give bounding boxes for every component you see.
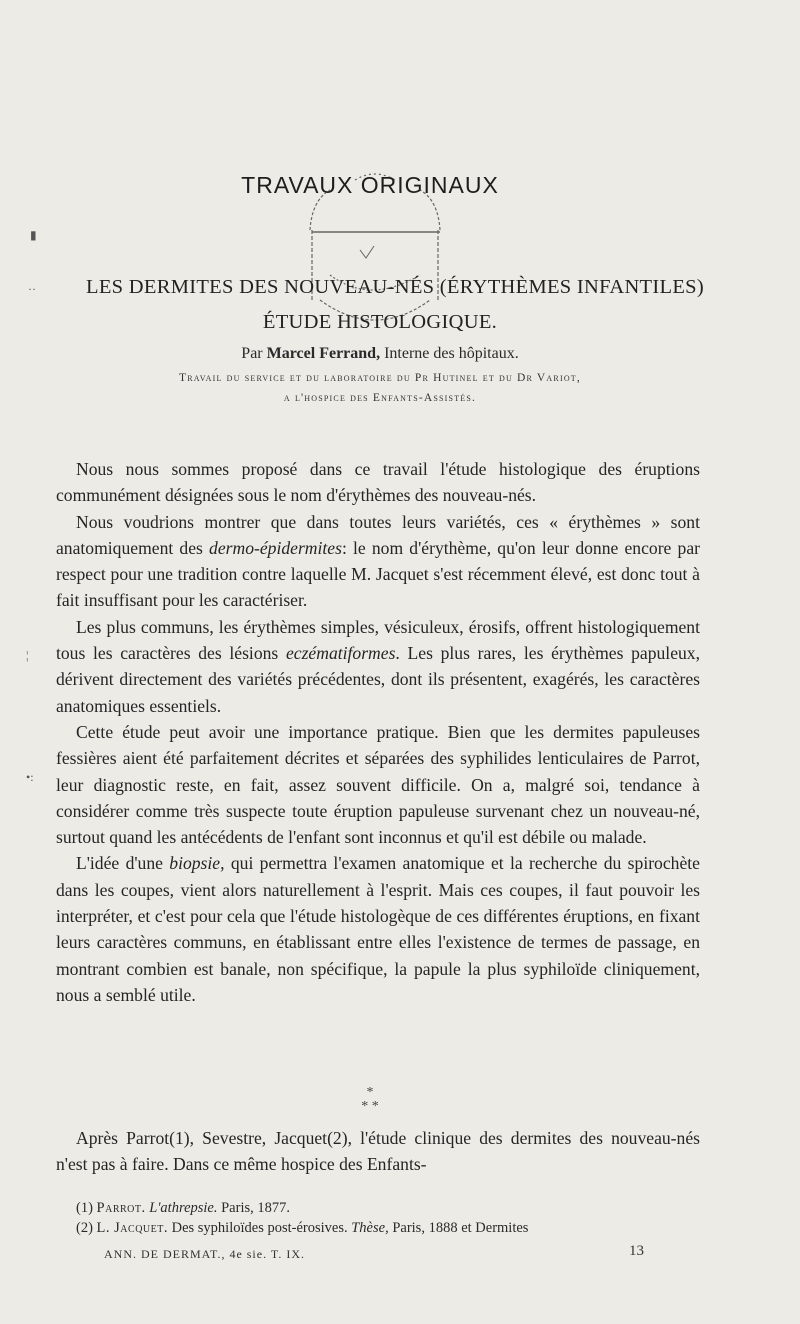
separator-stars: * *	[361, 1099, 379, 1114]
margin-speck: ··	[28, 282, 36, 296]
section-title: TRAVAUX ORIGINAUX	[241, 172, 499, 198]
byline	[0, 345, 760, 363]
footnote: (2) L. Jacquet. Des syphiloïdes post-érosives. Thèse, Paris, 1888 et Dermites	[76, 1220, 529, 1236]
paragraph: Les plus communs, les érythèmes simples, vésiculeux, érosifs, offrent histologiquement tous les caractères des lésions eczématiformes. Les plus rares, les érythèmes papuleux, dérivent directement des variétés précédentes, dont ils présentent, exagérés, les caractères anatomiques essentiels.	[56, 616, 700, 716]
footnotes	[76, 1198, 700, 1238]
paragraph: L'idée d'une biopsie, qui permettra l'examen anatomique et la recherche du spirochète dans les coupes, vient alors naturellement à l'esprit. Mais ces coupes, il faut pouvoir les interpréter, et c'est pour cela que l'étude histologèque de ces différentes éruptions, en fixant leurs caractères communs, en établissant entre elles l'existence de termes de passage, en montrant combien est banale, non spécifique, la papule la plus syphiloïde cliniquement, nous a semblé utile.	[56, 853, 700, 1005]
emphasis: dermo-épidermites	[209, 537, 342, 558]
author-role: Interne des hôpitaux.	[384, 345, 519, 362]
footnote: (1) Parrot. L'athrepsie. Paris, 1877.	[76, 1200, 290, 1216]
library-stamp-image	[300, 150, 450, 330]
margin-speck: ▮	[30, 228, 37, 242]
journal-reference: ANN. DE DERMAT., 4e sie. T. IX.	[104, 1247, 305, 1261]
emphasis: eczématiformes	[285, 643, 396, 664]
byline-prefix: Par	[241, 345, 263, 362]
margin-speck: ¦	[26, 648, 29, 662]
article-body	[56, 456, 700, 1008]
paragraph: Nous voudrions montrer que dans toutes leurs variétés, ces « érythèmes » sont anatomiquement des dermo-épidermites: le nom d'érythème, qu'on leur donne encore par respect pour une tradition contre laquelle M. Jacquet s'est récemment élevé, est donc tout à fait insuffisant pour les caractériser.	[56, 511, 700, 611]
affiliation-line-2: a l'hospice des Enfants-Assistés.	[283, 392, 477, 404]
affiliation-line-1: Travail du service et du laboratoire du Pr Hutinel et du Dr Variot,	[179, 372, 581, 384]
paragraph: Après Parrot(1), Sevestre, Jacquet(2), l'étude clinique des dermites des nouveau-nés n'est pas à faire. Dans ce même hospice des Enfants-	[56, 1128, 700, 1175]
page-footer	[104, 1243, 644, 1262]
article-subtitle: ÉTUDE HISTOLOGIQUE.	[262, 311, 498, 333]
article-body-continued	[56, 1125, 700, 1178]
emphasis: biopsie,	[169, 853, 225, 874]
paragraph: Cette étude peut avoir une importance pratique. Bien que les dermites papuleuses fessières aient été parfaitement décrites et séparées des syphilides lenticulaires de Parrot, leur diagnostic reste, en fait, assez souvent difficile. On a, malgré soi, tendance à considérer comme très suspecte toute éruption papuleuse survenant chez un nouveau-né, surtout quand les antécédents de l'enfant sont inconnus et qu'il est débile ou malade.	[56, 721, 700, 848]
separator-star: *	[366, 1085, 374, 1100]
author-name: Marcel Ferrand,	[266, 345, 381, 362]
page-number: 13	[629, 1243, 644, 1259]
article-title: LES DERMITES DES NOUVEAU-NÉS (ÉRYTHÈMES INFANTILES)	[86, 276, 704, 298]
margin-speck: •:	[26, 770, 34, 784]
section-separator	[0, 1086, 740, 1114]
paragraph: Nous nous sommes proposé dans ce travail l'étude histologique des éruptions communément désignées sous le nom d'érythèmes des nouveau-nés.	[56, 459, 700, 506]
